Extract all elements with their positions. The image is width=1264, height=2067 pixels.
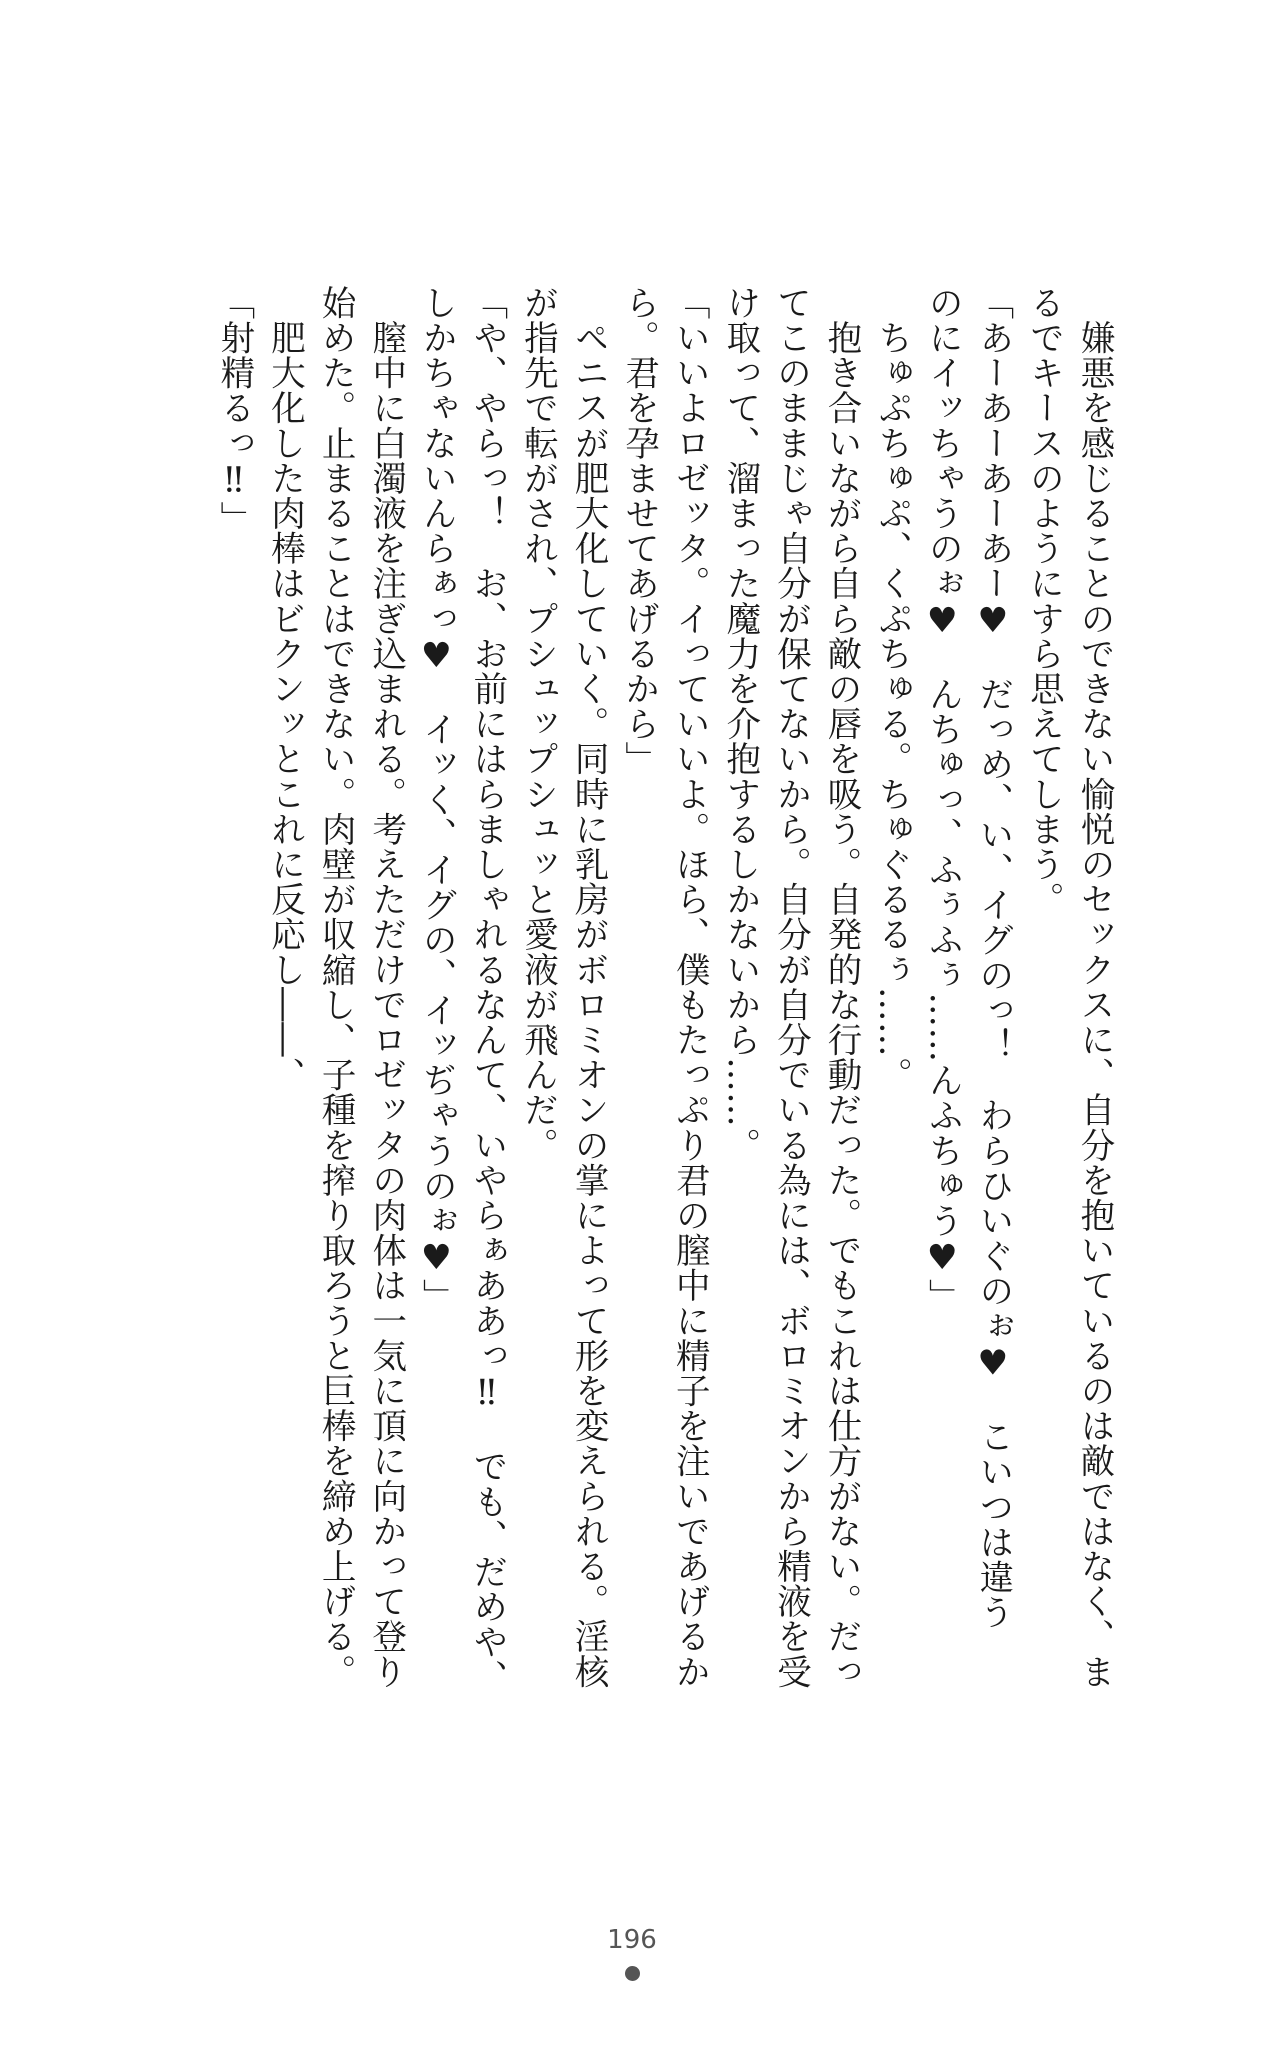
- vertical-text-body: [208, 285, 1119, 1705]
- page-number-dot: [625, 1966, 640, 1981]
- text-line: 嫌悪を感じることのできない愉悦のセックスに、自分を抱いているのは敵ではなく、ま: [1074, 285, 1114, 1689]
- text-line: 肥大化した肉棒はビクンッとこれに反応し――、: [264, 285, 305, 1093]
- text-line: のにイッちゃうのぉ♥ んちゅっ、ふぅふぅ……んふちゅう♥」: [922, 285, 963, 1314]
- text-line: ら。君を孕ませてあげるから」: [618, 285, 659, 777]
- text-line: ちゅぷちゅぷ、くぷちゅる。ちゅぐるるぅ……。: [871, 285, 912, 1093]
- text-line: しかちゃないんらぁっ♥ イッく、イグの、イッぢゃうのぉ♥」: [416, 285, 457, 1314]
- text-line: 抱き合いながら自ら敵の唇を吸う。自発的な行動だった。でもこれは仕方がない。だっ: [821, 285, 862, 1689]
- text-line: 膣中に白濁液を注ぎ込まれる。考えただけでロゼッタの肉体は一気に頂に向かって登り: [365, 285, 406, 1689]
- text-line: 「や、やらっ！ お、お前にはらましゃれるなんて、いやらぁああっ‼ でも、だめや、: [466, 285, 507, 1695]
- text-line: るでキースのようにすら思えてしまう。: [1023, 285, 1064, 917]
- text-line: 「あーあーあーあー♥ だっめ、い、イグのっ！ わらひいぐのぉ♥ こいつは違う: [972, 285, 1013, 1630]
- text-line: 「いいよロゼッタ。イっていいよ。ほら、僕もたっぷり君の膣中に精子を注いであげるか: [669, 285, 710, 1689]
- text-line: ペニスが肥大化していく。同時に乳房がボロミオンの掌によって形を変えられる。淫核: [568, 285, 609, 1689]
- text-line: 「射精るっ‼」: [213, 285, 254, 537]
- text-line: け取って、溜まった魔力を介抱するしかないから……。: [719, 285, 760, 1163]
- text-line: が指先で転がされ、プシュップシュッと愛液が飛んだ。: [517, 285, 558, 1163]
- text-line: てこのままじゃ自分が保てないから。自分が自分でいる為には、ボロミオンから精液を受: [770, 285, 811, 1689]
- text-line: 始めた。止まることはできない。肉壁が収縮し、子種を搾り取ろうと巨棒を締め上げる。: [315, 285, 356, 1689]
- page-number: 196: [607, 1925, 657, 1955]
